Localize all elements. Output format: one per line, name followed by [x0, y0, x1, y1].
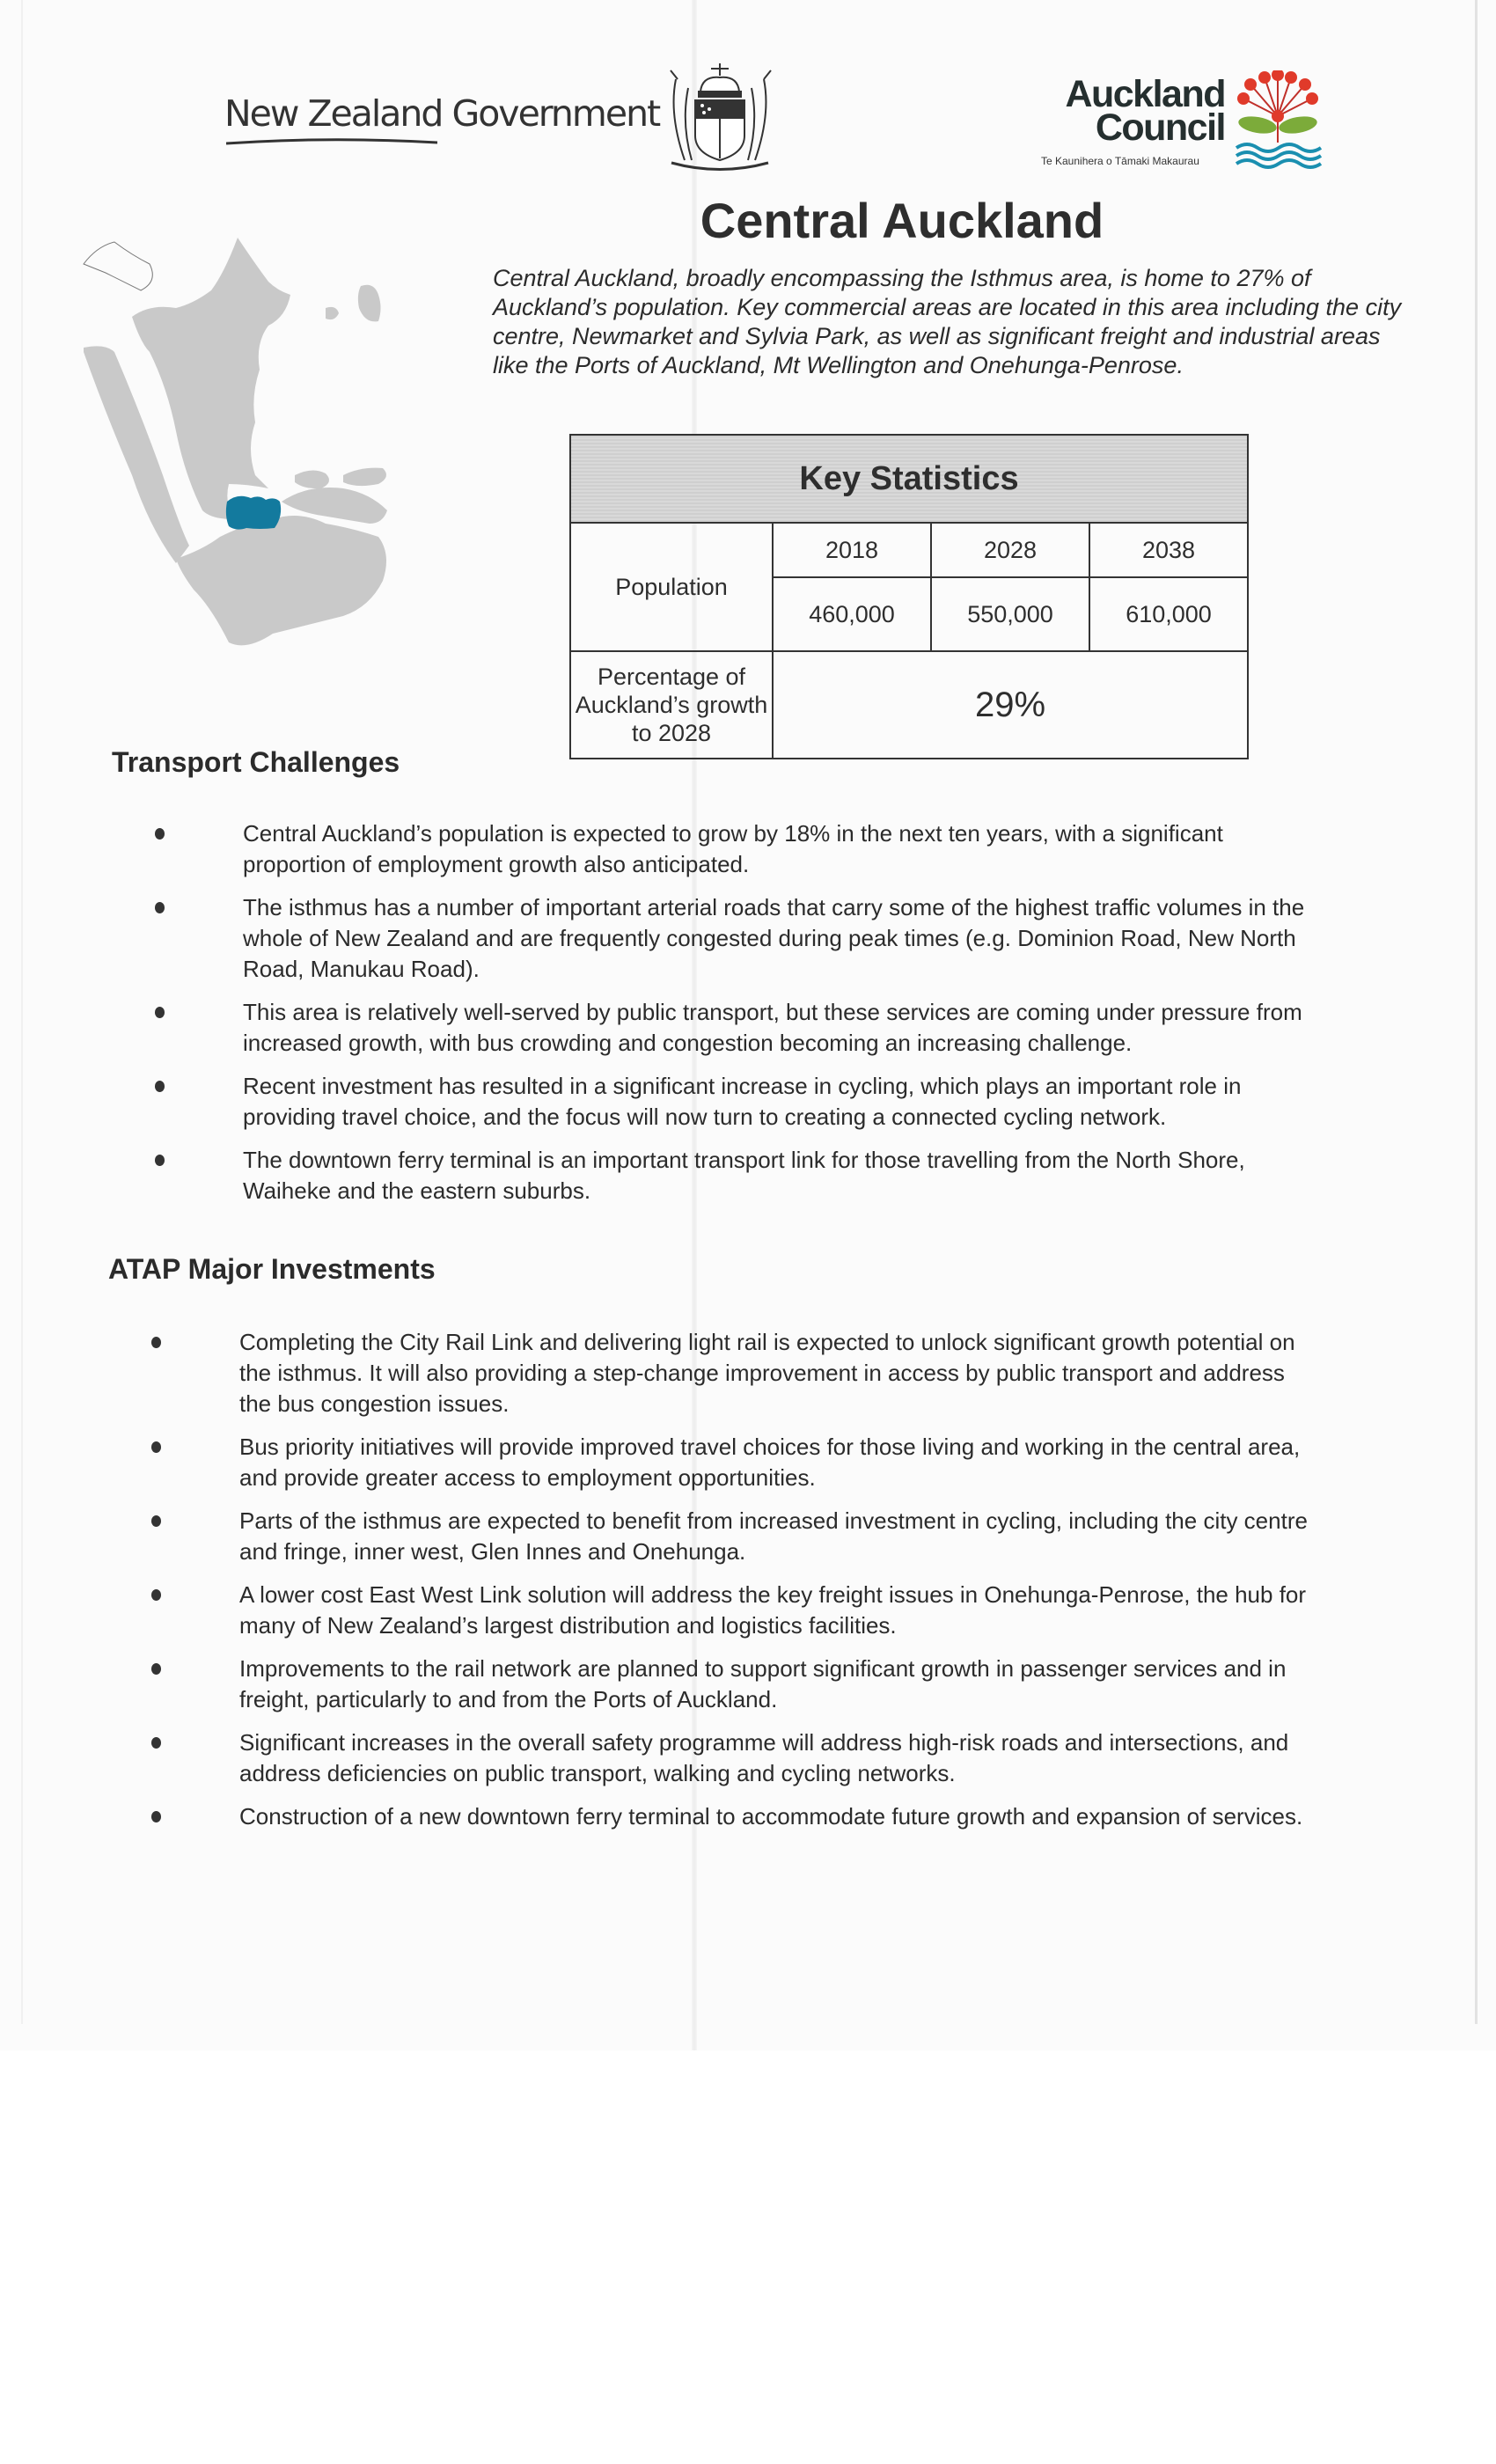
bullet-item [155, 1145, 1325, 1206]
map-island-little-barrier [326, 307, 339, 319]
bullet-text: Parts of the isthmus are expected to benefit from increased investment in cycling, including the city centre and fringe, inner west, Glen Innes and Onehunga. [239, 1507, 1308, 1565]
bullet-icon [151, 1737, 161, 1749]
map-central-auckland-highlight [226, 496, 281, 530]
bullet-icon [155, 1007, 165, 1018]
transport-challenges-heading: Transport Challenges [112, 746, 400, 778]
coat-of-arms-icon [658, 62, 781, 172]
population-2028: 550,000 [931, 577, 1089, 651]
bullet-item [155, 818, 1325, 880]
atap-investments-heading: ATAP Major Investments [108, 1253, 436, 1285]
bullet-text: A lower cost East West Link solution will address the key freight issues in Onehunga-Penrose, the hub for many of New Zealand’s largest distribution and logistics facilities. [239, 1581, 1307, 1639]
population-label: Population [570, 523, 773, 651]
bullet-icon [151, 1811, 161, 1822]
auckland-council-wordmark: Auckland Council [1065, 73, 1225, 149]
bullet-icon [151, 1515, 161, 1527]
bullet-icon [155, 828, 165, 840]
growth-percentage-value: 29% [773, 651, 1248, 759]
bullet-item [151, 1506, 1322, 1567]
page-title: Central Auckland [700, 193, 1104, 248]
bullet-text: Completing the City Rail Link and delivering light rail is expected to unlock significant growth potential on the isthmus. It will also providing a step-change improvement in access by public transport and address the bus congestion issues. [239, 1329, 1295, 1417]
bullet-text: The isthmus has a number of important arterial roads that carry some of the highest traffic volumes in the whole of New Zealand and are frequently congested during peak times (e.g. Dominion Road, New North Road, Manukau Road). [243, 894, 1305, 982]
year-2038: 2038 [1089, 523, 1248, 577]
bullet-item [155, 1071, 1325, 1133]
bullet-text: The downtown ferry terminal is an important transport link for those travelling from the North Shore, Waiheke and the eastern suburbs. [243, 1147, 1245, 1204]
year-2028: 2028 [931, 523, 1089, 577]
page-edge-left [21, 0, 23, 2024]
map-island-great-barrier [358, 285, 381, 322]
auckland-region-map [79, 220, 440, 669]
bullet-item [151, 1654, 1322, 1715]
key-statistics-heading: Key Statistics [570, 435, 1248, 523]
bullet-icon [151, 1337, 161, 1348]
bullet-text: Recent investment has resulted in a significant increase in cycling, which plays an important role in providing travel choice, and the focus will now turn to creating a connected cycling network. [243, 1073, 1242, 1130]
bullet-icon [155, 1155, 165, 1166]
year-2018: 2018 [773, 523, 931, 577]
bullet-text: Construction of a new downtown ferry terminal to accommodate future growth and expansion of services. [239, 1803, 1303, 1830]
growth-percentage-label: Percentage of Auckland’s growth to 2028 [570, 651, 773, 759]
bullet-item [155, 997, 1325, 1059]
swoosh-underline-icon [226, 136, 437, 145]
pohutukawa-flower-icon [1228, 70, 1329, 172]
bullet-item [155, 892, 1325, 985]
auckland-council-logo [1038, 70, 1329, 176]
bullet-icon [151, 1589, 161, 1601]
atap-investments-list [151, 1327, 1322, 1844]
key-statistics-table [569, 434, 1249, 759]
nz-government-wordmark: New Zealand Government [224, 92, 660, 135]
bullet-item [151, 1801, 1322, 1832]
page-edge-right [1475, 0, 1478, 2024]
bullet-item [151, 1727, 1322, 1789]
transport-challenges-list [155, 818, 1325, 1219]
bullet-item [151, 1432, 1322, 1493]
bullet-item [151, 1580, 1322, 1641]
bullet-icon [151, 1441, 161, 1453]
bullet-text: This area is relatively well-served by public transport, but these services are coming under pressure from increased growth, with bus crowding and congestion becoming an increasing challenge. [243, 999, 1302, 1056]
map-land-south [176, 516, 386, 645]
map-island-east [343, 468, 386, 486]
bullet-text: Improvements to the rail network are planned to support significant growth in passenger services and in freight, particularly to and from the Ports of Auckland. [239, 1655, 1287, 1712]
bullet-text: Bus priority initiatives will provide improved travel choices for those living and working in the central area, and provide greater access to employment opportunities. [239, 1434, 1301, 1491]
population-2038: 610,000 [1089, 577, 1248, 651]
auckland-council-maori-name: Te Kaunihera o Tāmaki Makaurau [1041, 155, 1199, 167]
map-island-waiheke [295, 470, 329, 488]
bullet-icon [151, 1663, 161, 1675]
intro-paragraph: Central Auckland, broadly encompassing the Isthmus area, is home to 27% of Auckland’s population. Key commercial areas are located in this area including the city centre, Newmarket and Sylvia Park, as well as significant freight and industrial areas like the Ports of Auckland, Mt Wellington and Onehunga-Penrose. [493, 265, 1402, 378]
bullet-item [151, 1327, 1322, 1419]
population-2018: 460,000 [773, 577, 931, 651]
bullet-icon [155, 902, 165, 913]
bullet-text: Central Auckland’s population is expected to grow by 18% in the next ten years, with a significant proportion of employment growth also anticipated. [243, 820, 1223, 877]
bullet-text: Significant increases in the overall safety programme will address high-risk roads and intersections, and address deficiencies on public transport, walking and cycling networks. [239, 1729, 1289, 1786]
nz-government-logo [224, 92, 659, 135]
bullet-icon [155, 1081, 165, 1092]
